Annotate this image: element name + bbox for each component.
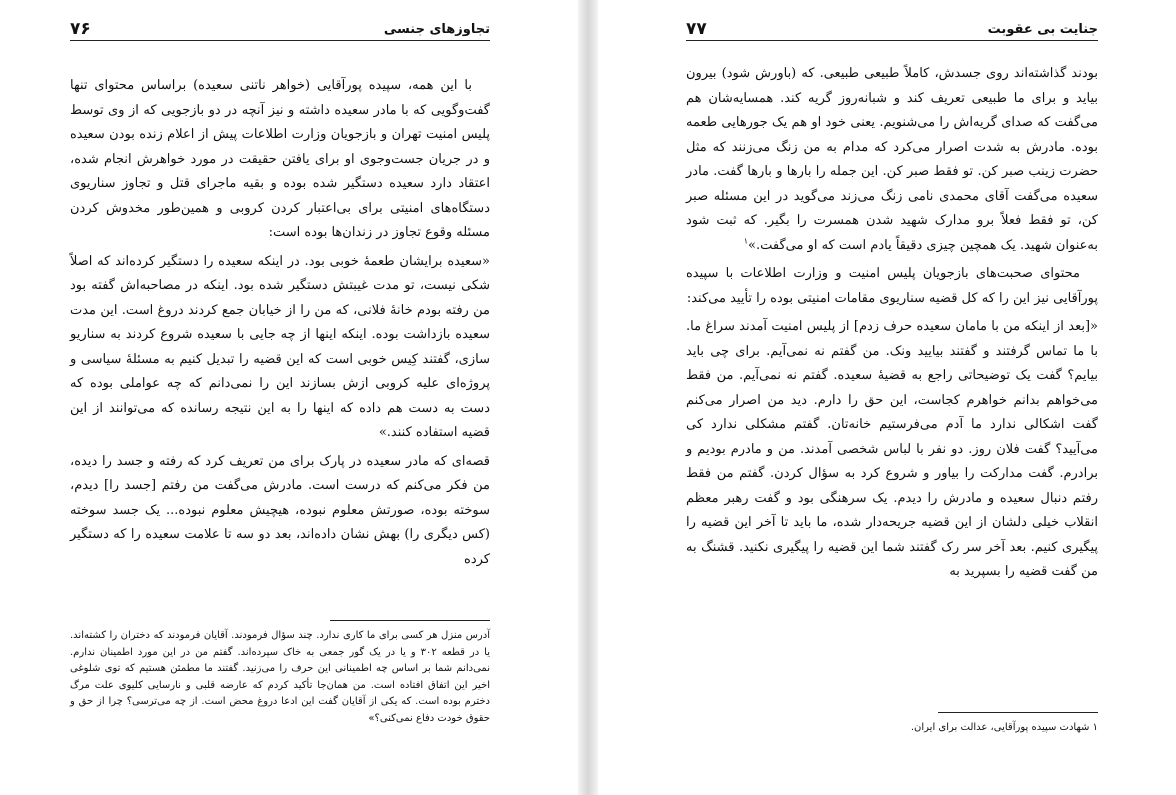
right-footnote: ۱ شهادت سپیده پورآقایی، عدالت برای ایران. [910, 722, 1098, 733]
right-running-header [686, 14, 1098, 41]
right-footnote-rule [938, 712, 1098, 713]
book-gutter [578, 0, 598, 795]
right-quote-continued-text: بودند گذاشته‌اند روی جسدش، کاملاً طبیعی طبیعی. که (باورش شود) بیرون بیاید و برای ما طبیعی تعریف کند و شبانه‌روز گریه کند. همسایه‌شان هم می‌گفت که صدای گریه‌اش را می‌شنویم. یعنی خود او هم یک جورهایی طعمه بوده. مادرش به شدت اصرار می‌کرد که مدام به من زنگ می‌زنند که مثل حضرت زینب صبر کن. تو فقط صبر کن. این جمله را بارها و بارها گفت. مادر سعیده می‌گفت آقای محمدی نامی زنگ می‌زند می‌گوید در این مسئله صبر کن، تو فقط فعلاً برو مدارک شهید شدن همسرت را بگیر. که ثبت شود به‌عنوان شهید. یک همچین چیزی دقیقاً یادم است که او می‌گفت.» [686, 66, 1098, 253]
right-page-body [686, 62, 1098, 589]
right-header-title: جنایت بی عقوبت [987, 22, 1098, 37]
footnote-marker: ۱ [743, 236, 749, 246]
right-paragraph-1: محتوای صحبت‌های بازجویان پلیس امنیت و وزارت اطلاعات با سپیده پورآقایی نیز این را که کل قضیه سناریوی مقامات امنیتی بوده را تأیید می‌کند: [686, 266, 1098, 306]
left-paragraph-1: با این همه، سپیده پورآقایی (خواهر ناتنی سعیده) براساس محتوای تنها گفت‌وگویی که با مادر سعیده داشته و نیز آنچه در دو بازجویی که از وی توسط پلیس امنیت تهران و بازجویان وزارت اطلاعات پیش از اعلام زنده بودن سعیده و در جریان جست‌وجوی او برای یافتن حقیقت در مورد خواهرش انجام شده، اعتقاد دارد سعیده دستگیر شده بوده و بقیه ماجرای قتل و تجاوز سناریوی دستگاه‌های امنیتی برای بی‌اعتبار کردن کروبی و همین‌طور مخدوش کردن مسئله وقوع تجاوز در زندان‌ها بوده است: [70, 78, 490, 240]
left-page-number: ۷۶ [70, 19, 91, 39]
left-page-body [70, 74, 490, 576]
left-header-title: تجاوزهای جنسی [383, 22, 490, 37]
left-paragraph-2: قصه‌ای که مادر سعیده در پارک برای من تعریف کرد که رفته و جسد را دیده، من فکر می‌کنم که درست است. مادرش می‌گفت من رفتم [جسد را] دیدم، سوخته بوده، صورتش معلوم نبوده، هیچیش معلوم نبوده... یک جسد سوخته (کس دیگری را) بهش نشان داده‌اند، بعد دو سه تا علامت سعیده را که دستگیر کرده [70, 453, 490, 567]
right-quote-2: «[بعد از اینکه من با مامان سعیده حرف زدم] از پلیس امنیت آمدند سراغ ما. با ما تماس گرفتند و گفتند بیایید ونک. من گفتم نه نمی‌آیم. برای چی باید بیایم؟ گفت یک توضیحاتی راجع به قضیهٔ سعیده. گفتم نه نمی‌آیم. من فقط می‌خواهم بدانم خواهرم کجاست، این حق را دارم. دید من اصرار می‌کنم گفت اشکالی ندارد ما آدم می‌فرستیم خانه‌تان. گفتم مشکلی ندارد کی می‌آیید؟ گفت فلان روز. دو نفر با لباس شخصی آمدند. من و مادرم بودیم و برادرم. گفت مدارکت را بیاور و شروع کرد به سؤال کردن. گفتم من فقط رفتم دنبال سعیده و مادرش را دیدم. یک سرهنگی بود و گفت رهبر معظم انقلاب خیلی دلشان از این قضیه جریحه‌دار شده، ما باید تا آخر این قضیه را پیگیری کنیم. بعد آخر سر رک گفتند شما این قضیه را پیگیری نکنید. قشنگ به من گفت قضیه را بسپرید به [686, 319, 1098, 579]
left-page [0, 0, 578, 795]
right-quote-continued [686, 62, 1098, 258]
left-running-header [70, 14, 490, 41]
left-footnote-rule [330, 620, 490, 621]
left-quote-1: «سعیده برایشان طعمهٔ خوبی بود. در اینکه سعیده را دستگیر کرده‌اند که اصلاً شکی نیست، تو مدت غیبتش دستگیر شده بود. اینکه در مصاحبه‌اش گفته بود من رفته بودم خانهٔ فلانی، که من را از خیابان جمع کردند دروغ است. این مدت سعیده بازداشت بوده. اینکه اینها از چه جایی با سعیده شروع کردند به سناریو سازی، گفتند کِیس خوبی است که این قضیه را تبدیل کنیم به مسئلهٔ سیاسی و پروژه‌ای علیه کروبی ازش بسازند این را نمی‌دانم که چه عواملی بوده که دست به دست هم داده که اینها را به این نتیجه رسانده که می‌توانند از این قضیه استفاده کنند.» [70, 253, 490, 440]
right-page-number: ۷۷ [686, 19, 707, 39]
left-footnote: آدرس منزل هر کسی برای ما کاری ندارد. چند سؤال فرمودند. آقایان فرمودند که دختران را کشته‌اند. یا در قطعه ۳۰۲ و یا در یک گور جمعی به خاک سپرده‌اند. گفتم من در این مورد اطمینان ندارم. نمی‌دانم شما بر اساس چه اطمینانی این حرف را می‌زنید. گفتند ما مطمئن هستیم که توی شلوغی اخیر این اتفاق افتاده است. من همان‌جا تأکید کردم که عارضه قلبی و نارسایی کلیوی علت مرگ دخترم بوده است. که یکی از آقایان گفت این ادعا دروغ محض است. از چه می‌ترسی؟ چرا از حق و حقوق خودت دفاع نمی‌کنی؟» [70, 630, 490, 724]
right-page [598, 0, 1176, 795]
